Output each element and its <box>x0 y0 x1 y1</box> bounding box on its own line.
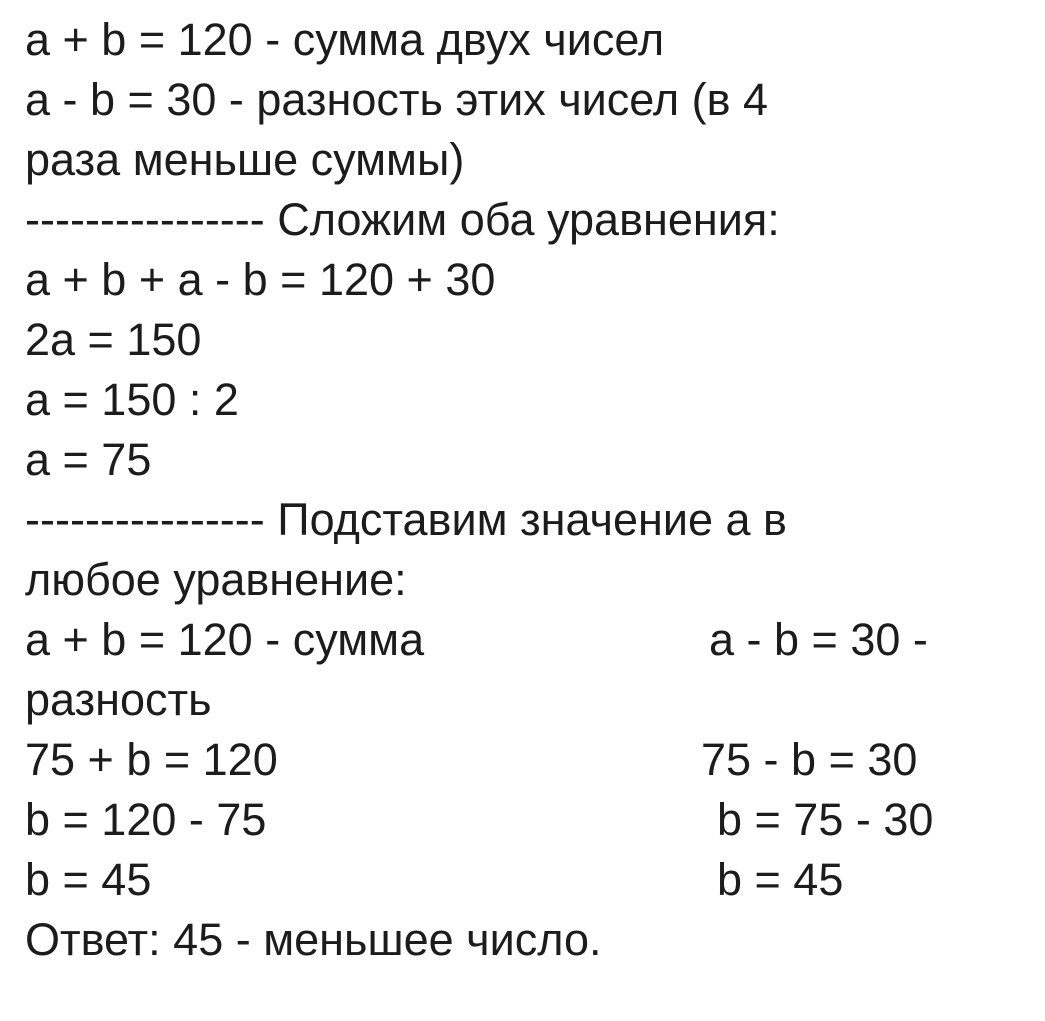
left-sum-equation: a + b = 120 - сумма <box>25 614 425 665</box>
division-step: a = 150 : 2 <box>25 374 239 425</box>
right-solve-b: b = 75 - 30 <box>717 794 934 845</box>
right-difference-equation: a - b = 30 - <box>709 614 928 665</box>
step-add-equations: ---------------- Сложим оба уравнения: <box>25 194 780 245</box>
step-substitute: ---------------- Подставим значение а в <box>25 494 787 545</box>
simplified-equation: 2a = 150 <box>25 314 202 365</box>
left-solve-b: b = 120 - 75 <box>25 794 267 845</box>
right-difference-label: разность <box>25 674 212 725</box>
equation-difference: a - b = 30 - разность этих чисел (в 4 <box>25 74 769 125</box>
right-value-b: b = 45 <box>717 854 844 905</box>
value-a: a = 75 <box>25 434 152 485</box>
equation-difference-note: раза меньше суммы) <box>25 134 465 185</box>
answer: Ответ: 45 - меньшее число. <box>25 914 602 965</box>
left-value-b: b = 45 <box>25 854 152 905</box>
equation-sum: a + b = 120 - сумма двух чисел <box>25 14 665 65</box>
step-substitute-cont: любое уравнение: <box>25 554 407 605</box>
left-substituted-sum: 75 + b = 120 <box>25 734 278 785</box>
right-substituted-difference: 75 - b = 30 <box>701 734 918 785</box>
added-equation: a + b + a - b = 120 + 30 <box>25 254 496 305</box>
